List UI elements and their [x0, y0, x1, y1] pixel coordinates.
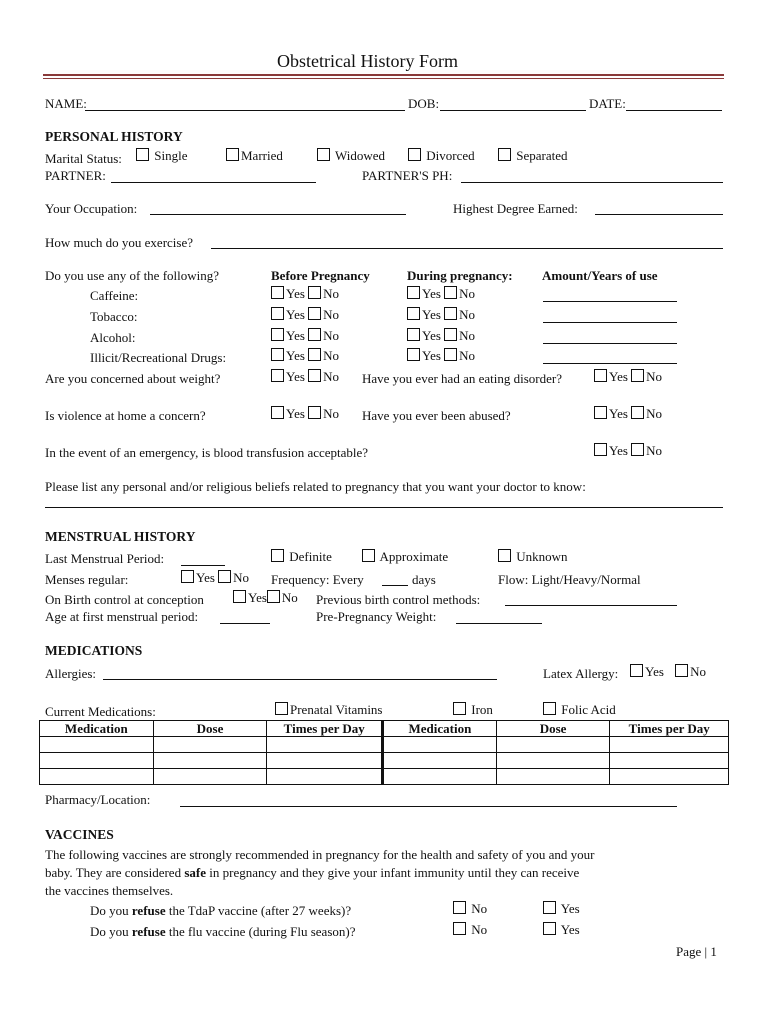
page-number: Page | 1 — [676, 944, 717, 959]
no-checkbox[interactable] — [631, 406, 644, 419]
age-first-period-field[interactable] — [220, 623, 270, 624]
table-cell[interactable] — [383, 753, 497, 769]
checkbox[interactable] — [317, 148, 330, 161]
flow-label: Flow: Light/Heavy/Normal — [498, 572, 641, 587]
col-dose-2: Dose — [496, 721, 610, 737]
amount-tobacco-field[interactable] — [543, 322, 677, 323]
no-checkbox[interactable] — [218, 570, 231, 583]
during-alcohol[interactable]: Yes No — [407, 328, 475, 344]
table-cell[interactable] — [383, 737, 497, 753]
checkbox[interactable] — [543, 702, 556, 715]
lmp-approximate[interactable]: Approximate — [362, 549, 448, 565]
yes-checkbox[interactable] — [181, 570, 194, 583]
lmp-unknown[interactable]: Unknown — [498, 549, 568, 565]
abused-answer[interactable]: Yes No — [594, 406, 662, 422]
yes-checkbox[interactable] — [594, 443, 607, 456]
vaccines-intro-line3: the vaccines themselves. — [45, 883, 174, 898]
eating-disorder-question: Have you ever had an eating disorder? — [362, 371, 562, 386]
menses-regular-label: Menses regular: — [45, 572, 129, 587]
vaccines-heading: VACCINES — [45, 827, 114, 842]
partner-field[interactable] — [111, 182, 316, 183]
occupation-field[interactable] — [150, 214, 406, 215]
birth-control-answer[interactable]: Yes No — [233, 590, 298, 606]
current-medications-label: Current Medications: — [45, 704, 156, 719]
before-pregnancy-header: Before Pregnancy — [271, 268, 370, 283]
previous-methods-field[interactable] — [505, 605, 677, 606]
before-alcohol[interactable]: Yes No — [271, 328, 339, 344]
no-checkbox[interactable] — [453, 922, 466, 935]
col-dose: Dose — [153, 721, 267, 737]
no-checkbox[interactable] — [308, 369, 321, 382]
prenatal-vitamins-option[interactable]: Prenatal Vitamins — [275, 702, 383, 718]
folic-acid-option[interactable]: Folic Acid — [543, 702, 616, 718]
yes-checkbox[interactable] — [271, 328, 284, 341]
title-divider-thin — [43, 78, 724, 79]
substance-question: Do you use any of the following? — [45, 268, 220, 283]
checkbox[interactable] — [275, 702, 288, 715]
no-checkbox[interactable] — [267, 590, 280, 603]
table-cell[interactable] — [40, 753, 154, 769]
table-row — [40, 753, 729, 769]
yes-checkbox[interactable] — [594, 406, 607, 419]
abused-question: Have you ever been abused? — [362, 408, 511, 423]
no-checkbox[interactable] — [675, 664, 688, 677]
col-medication-2: Medication — [383, 721, 497, 737]
personal-history-heading: PERSONAL HISTORY — [45, 129, 183, 144]
medications-table — [39, 720, 729, 785]
form-title: Obstetrical History Form — [277, 51, 458, 71]
table-cell[interactable] — [40, 737, 154, 753]
during-pregnancy-header: During pregnancy: — [407, 268, 513, 283]
marital-option-married[interactable]: Married — [226, 148, 283, 164]
during-caffeine[interactable]: Yes No — [407, 286, 475, 302]
no-checkbox[interactable] — [453, 901, 466, 914]
marital-option-separated[interactable]: Separated — [498, 148, 568, 164]
substance-tobacco: Tobacco: — [90, 309, 138, 324]
tdap-yes-option[interactable]: Yes — [543, 901, 580, 917]
medications-heading: MEDICATIONS — [45, 643, 143, 658]
no-checkbox[interactable] — [631, 369, 644, 382]
allergies-label: Allergies: — [45, 666, 97, 681]
pharmacy-label: Pharmacy/Location: — [45, 792, 151, 807]
transfusion-answer[interactable]: Yes No — [594, 443, 662, 459]
yes-checkbox[interactable] — [407, 307, 420, 320]
yes-checkbox[interactable] — [233, 590, 246, 603]
col-times-per-day-2: Times per Day — [610, 721, 729, 737]
iron-option[interactable]: Iron — [453, 702, 493, 718]
yes-checkbox[interactable] — [543, 901, 556, 914]
before-caffeine[interactable]: Yes No — [271, 286, 339, 302]
checkbox[interactable] — [498, 549, 511, 562]
marital-option-single[interactable]: Single — [136, 148, 187, 164]
table-cell[interactable] — [40, 769, 154, 785]
substance-caffeine: Caffeine: — [90, 288, 139, 303]
violence-answer[interactable]: Yes No — [271, 406, 339, 422]
flu-yes-option[interactable]: Yes — [543, 922, 580, 938]
table-cell[interactable] — [383, 769, 497, 785]
yes-checkbox[interactable] — [407, 328, 420, 341]
vaccines-intro-line2: baby. They are considered safe in pregnancy and they give your infant immunity until they can receive — [45, 865, 580, 880]
dob-label: DOB: — [408, 96, 440, 111]
title-divider — [43, 74, 724, 76]
col-times-per-day: Times per Day — [267, 721, 383, 737]
lmp-label: Last Menstrual Period: — [45, 551, 165, 566]
amount-years-header: Amount/Years of use — [542, 268, 658, 283]
tdap-question: Do you refuse the TdaP vaccine (after 27 weeks)? — [90, 903, 352, 918]
date-field[interactable] — [626, 110, 722, 111]
table-cell[interactable] — [267, 753, 383, 769]
eating-disorder-answer[interactable]: Yes No — [594, 369, 662, 385]
degree-label: Highest Degree Earned: — [453, 201, 578, 216]
amount-caffeine-field[interactable] — [543, 301, 677, 302]
previous-methods-label: Previous birth control methods: — [316, 592, 481, 607]
yes-checkbox[interactable] — [271, 348, 284, 361]
table-cell[interactable] — [610, 737, 729, 753]
substance-drugs: Illicit/Recreational Drugs: — [90, 350, 227, 365]
table-cell[interactable] — [496, 737, 610, 753]
marital-option-divorced[interactable]: Divorced — [408, 148, 475, 164]
yes-checkbox[interactable] — [271, 286, 284, 299]
pre-pregnancy-weight-field[interactable] — [456, 623, 542, 624]
no-checkbox[interactable] — [444, 328, 457, 341]
no-checkbox[interactable] — [308, 406, 321, 419]
name-label: NAME: — [45, 96, 87, 111]
checkbox[interactable] — [453, 702, 466, 715]
dob-field[interactable] — [440, 110, 586, 111]
no-checkbox[interactable] — [444, 286, 457, 299]
no-checkbox[interactable] — [308, 307, 321, 320]
exercise-label: How much do you exercise? — [45, 235, 194, 250]
yes-checkbox[interactable] — [630, 664, 643, 677]
pre-pregnancy-weight-label: Pre-Pregnancy Weight: — [316, 609, 437, 624]
frequency-label: Frequency: Every — [271, 572, 364, 587]
allergies-field[interactable] — [103, 679, 497, 680]
age-first-period-label: Age at first menstrual period: — [45, 609, 199, 624]
latex-allergy-label: Latex Allergy: — [543, 666, 619, 681]
yes-checkbox[interactable] — [271, 369, 284, 382]
table-cell[interactable] — [267, 737, 383, 753]
yes-checkbox[interactable] — [407, 286, 420, 299]
table-cell[interactable] — [153, 769, 267, 785]
violence-question: Is violence at home a concern? — [45, 408, 206, 423]
weight-question: Are you concerned about weight? — [45, 371, 221, 386]
flu-no-option[interactable]: No — [453, 922, 487, 938]
marital-option-widowed[interactable]: Widowed — [317, 148, 385, 164]
checkbox[interactable] — [136, 148, 149, 161]
partner-phone-label: PARTNER'S PH: — [362, 168, 453, 183]
no-checkbox[interactable] — [444, 348, 457, 361]
table-header-row — [40, 721, 729, 737]
amount-alcohol-field[interactable] — [543, 343, 677, 344]
no-checkbox[interactable] — [308, 286, 321, 299]
frequency-field[interactable] — [382, 585, 408, 586]
checkbox[interactable] — [362, 549, 375, 562]
yes-checkbox[interactable] — [271, 406, 284, 419]
beliefs-field[interactable] — [45, 507, 723, 508]
table-row — [40, 737, 729, 753]
birth-control-label: On Birth control at conception — [45, 592, 204, 607]
col-medication: Medication — [40, 721, 154, 737]
table-cell[interactable] — [496, 769, 610, 785]
checkbox[interactable] — [498, 148, 511, 161]
no-checkbox[interactable] — [631, 443, 644, 456]
weight-answer[interactable]: Yes No — [271, 369, 339, 385]
lmp-definite[interactable]: Definite — [271, 549, 332, 565]
before-tobacco[interactable]: Yes No — [271, 307, 339, 323]
transfusion-question: In the event of an emergency, is blood transfusion acceptable? — [45, 445, 369, 460]
table-cell[interactable] — [267, 769, 383, 785]
marital-status-label: Marital Status: — [45, 151, 122, 166]
table-row — [40, 769, 729, 785]
no-checkbox[interactable] — [308, 328, 321, 341]
menstrual-history-heading: MENSTRUAL HISTORY — [45, 529, 196, 544]
days-label: days — [412, 572, 436, 587]
checkbox[interactable] — [226, 148, 239, 161]
yes-checkbox[interactable] — [543, 922, 556, 935]
vaccines-intro-line1: The following vaccines are strongly recommended in pregnancy for the health and safety of you and your — [45, 847, 595, 862]
partner-phone-field[interactable] — [461, 182, 723, 183]
pharmacy-field[interactable] — [180, 806, 677, 807]
occupation-label: Your Occupation: — [45, 201, 138, 216]
beliefs-question: Please list any personal and/or religious beliefs related to pregnancy that you want your doctor to know: — [45, 479, 586, 494]
lmp-field[interactable] — [181, 565, 225, 566]
flu-question: Do you refuse the flu vaccine (during Flu season)? — [90, 924, 356, 939]
checkbox[interactable] — [408, 148, 421, 161]
no-checkbox[interactable] — [444, 307, 457, 320]
menses-regular-answer[interactable]: Yes No — [181, 570, 249, 586]
no-checkbox[interactable] — [308, 348, 321, 361]
before-drugs[interactable]: Yes No — [271, 348, 339, 364]
substance-alcohol: Alcohol: — [90, 330, 136, 345]
partner-label: PARTNER: — [45, 168, 106, 183]
table-cell[interactable] — [153, 753, 267, 769]
table-cell[interactable] — [153, 737, 267, 753]
tdap-no-option[interactable]: No — [453, 901, 487, 917]
table-cell[interactable] — [610, 769, 729, 785]
amount-drugs-field[interactable] — [543, 363, 677, 364]
degree-field[interactable] — [595, 214, 723, 215]
yes-checkbox[interactable] — [271, 307, 284, 320]
table-cell[interactable] — [610, 753, 729, 769]
name-field[interactable] — [85, 110, 405, 111]
exercise-field[interactable] — [211, 248, 723, 249]
date-label: DATE: — [589, 96, 626, 111]
checkbox[interactable] — [271, 549, 284, 562]
during-tobacco[interactable]: Yes No — [407, 307, 475, 323]
during-drugs[interactable]: Yes No — [407, 348, 475, 364]
latex-allergy-answer[interactable]: Yes No — [630, 664, 706, 680]
yes-checkbox[interactable] — [594, 369, 607, 382]
table-cell[interactable] — [496, 753, 610, 769]
yes-checkbox[interactable] — [407, 348, 420, 361]
